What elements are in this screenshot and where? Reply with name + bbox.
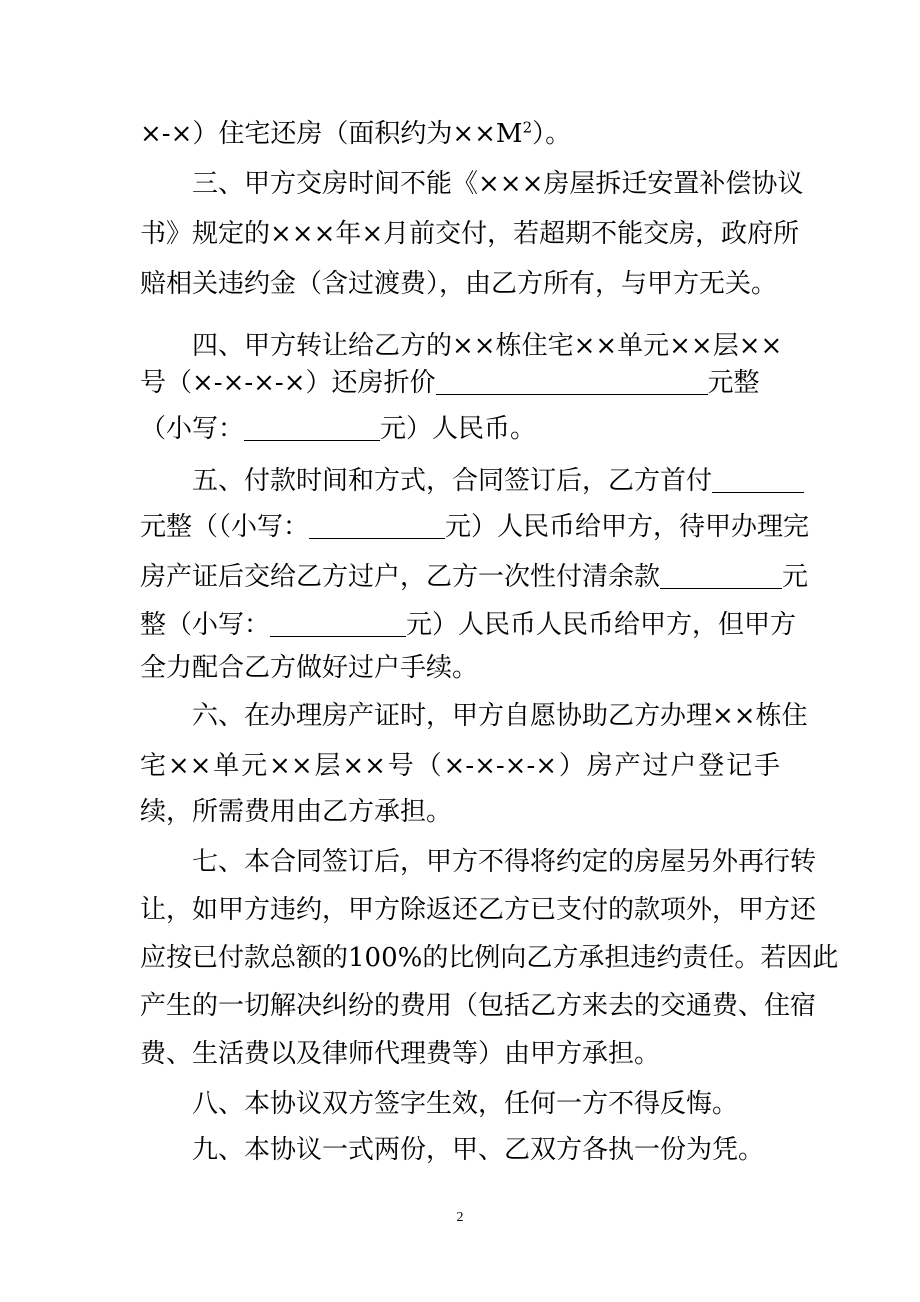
text-span: 号（×-×-×-×）还房折价: [140, 368, 436, 398]
first-payment-blank: [712, 464, 804, 493]
clause-4-line-2: [140, 362, 780, 402]
text-span: 元）人民币给甲方，待甲办理完: [445, 512, 810, 542]
price-blank: [436, 366, 708, 395]
page-number: 2: [456, 1210, 464, 1225]
clause-9-line: 九、本协议一式两份，甲、乙双方各执一份为凭。: [192, 1135, 765, 1165]
clause-3-line-3: 赔相关违约金（含过渡费），由乙方所有，与甲方无关。: [140, 269, 778, 299]
text-span: 五、付款时间和方式，合同签订后，乙方首付: [192, 466, 713, 496]
balance-blank: [660, 560, 782, 589]
clause-7-line-1: 七、本合同签订后，甲方不得将约定的房屋另外再行转: [192, 847, 817, 877]
clause-6-line-1: 六、在办理房产证时，甲方自愿协助乙方办理××栋住: [192, 701, 808, 731]
clause-4-line-3: [140, 408, 780, 448]
clause-7-line-4: 产生的一切解决纠纷的费用（包括乙方来去的交通费、住宿: [140, 991, 817, 1021]
clause-7-line-3: 应按已付款总额的100%的比例向乙方承担违约责任。若因此: [140, 943, 839, 973]
first-payment-lowercase-blank: [309, 510, 445, 539]
clause-6-line-2: 宅××单元××层××号（×-×-×-×）房产过户登记手: [140, 751, 780, 781]
text-span: 元）人民币人民币给甲方，但甲方: [406, 610, 797, 640]
text-span: 元: [782, 562, 809, 592]
clause-6-line-3: 续，所需费用由乙方承担。: [140, 797, 453, 827]
clause-5-line-3: [140, 556, 809, 596]
text-span: ×-×）住宅还房（面积约为××M: [140, 119, 523, 149]
clause-4-line-1: 四、甲方转让给乙方的××栋住宅××单元××层××: [192, 331, 783, 361]
clause-3-line-2: 书》规定的×××年×月前交付，若超期不能交房，政府所: [140, 219, 800, 249]
balance-lowercase-blank: [270, 608, 406, 637]
clause-5-line-1: [140, 460, 780, 500]
clause-3-line-1: 三、甲方交房时间不能《×××房屋拆迁安置补偿协议: [192, 169, 804, 199]
clause-5-line-4: [140, 604, 797, 644]
text-span: 房产证后交给乙方过户，乙方一次性付清余款: [140, 562, 661, 592]
text-line: [140, 114, 780, 154]
text-span: （小写：: [140, 414, 245, 444]
clause-5-line-2: [140, 506, 810, 546]
clause-7-line-5: 费、生活费以及律师代理费等）由甲方承担。: [140, 1039, 661, 1069]
clause-8-line: 八、本协议双方签字生效，任何一方不得反悔。: [192, 1089, 739, 1119]
text-span: 元整（（小写：: [140, 512, 310, 542]
text-span: 整（小写：: [140, 610, 271, 640]
text-span: ）。: [532, 119, 572, 149]
clause-7-line-2: 让，如甲方违约，甲方除返还乙方已支付的款项外，甲方还: [140, 895, 817, 925]
text-span: 元整: [707, 368, 760, 398]
superscript-2: 2: [522, 118, 533, 137]
text-span: 元）人民币。: [380, 414, 537, 444]
price-lowercase-blank: [244, 412, 380, 441]
clause-5-line-5: 全力配合乙方做好过户手续。: [140, 653, 479, 683]
